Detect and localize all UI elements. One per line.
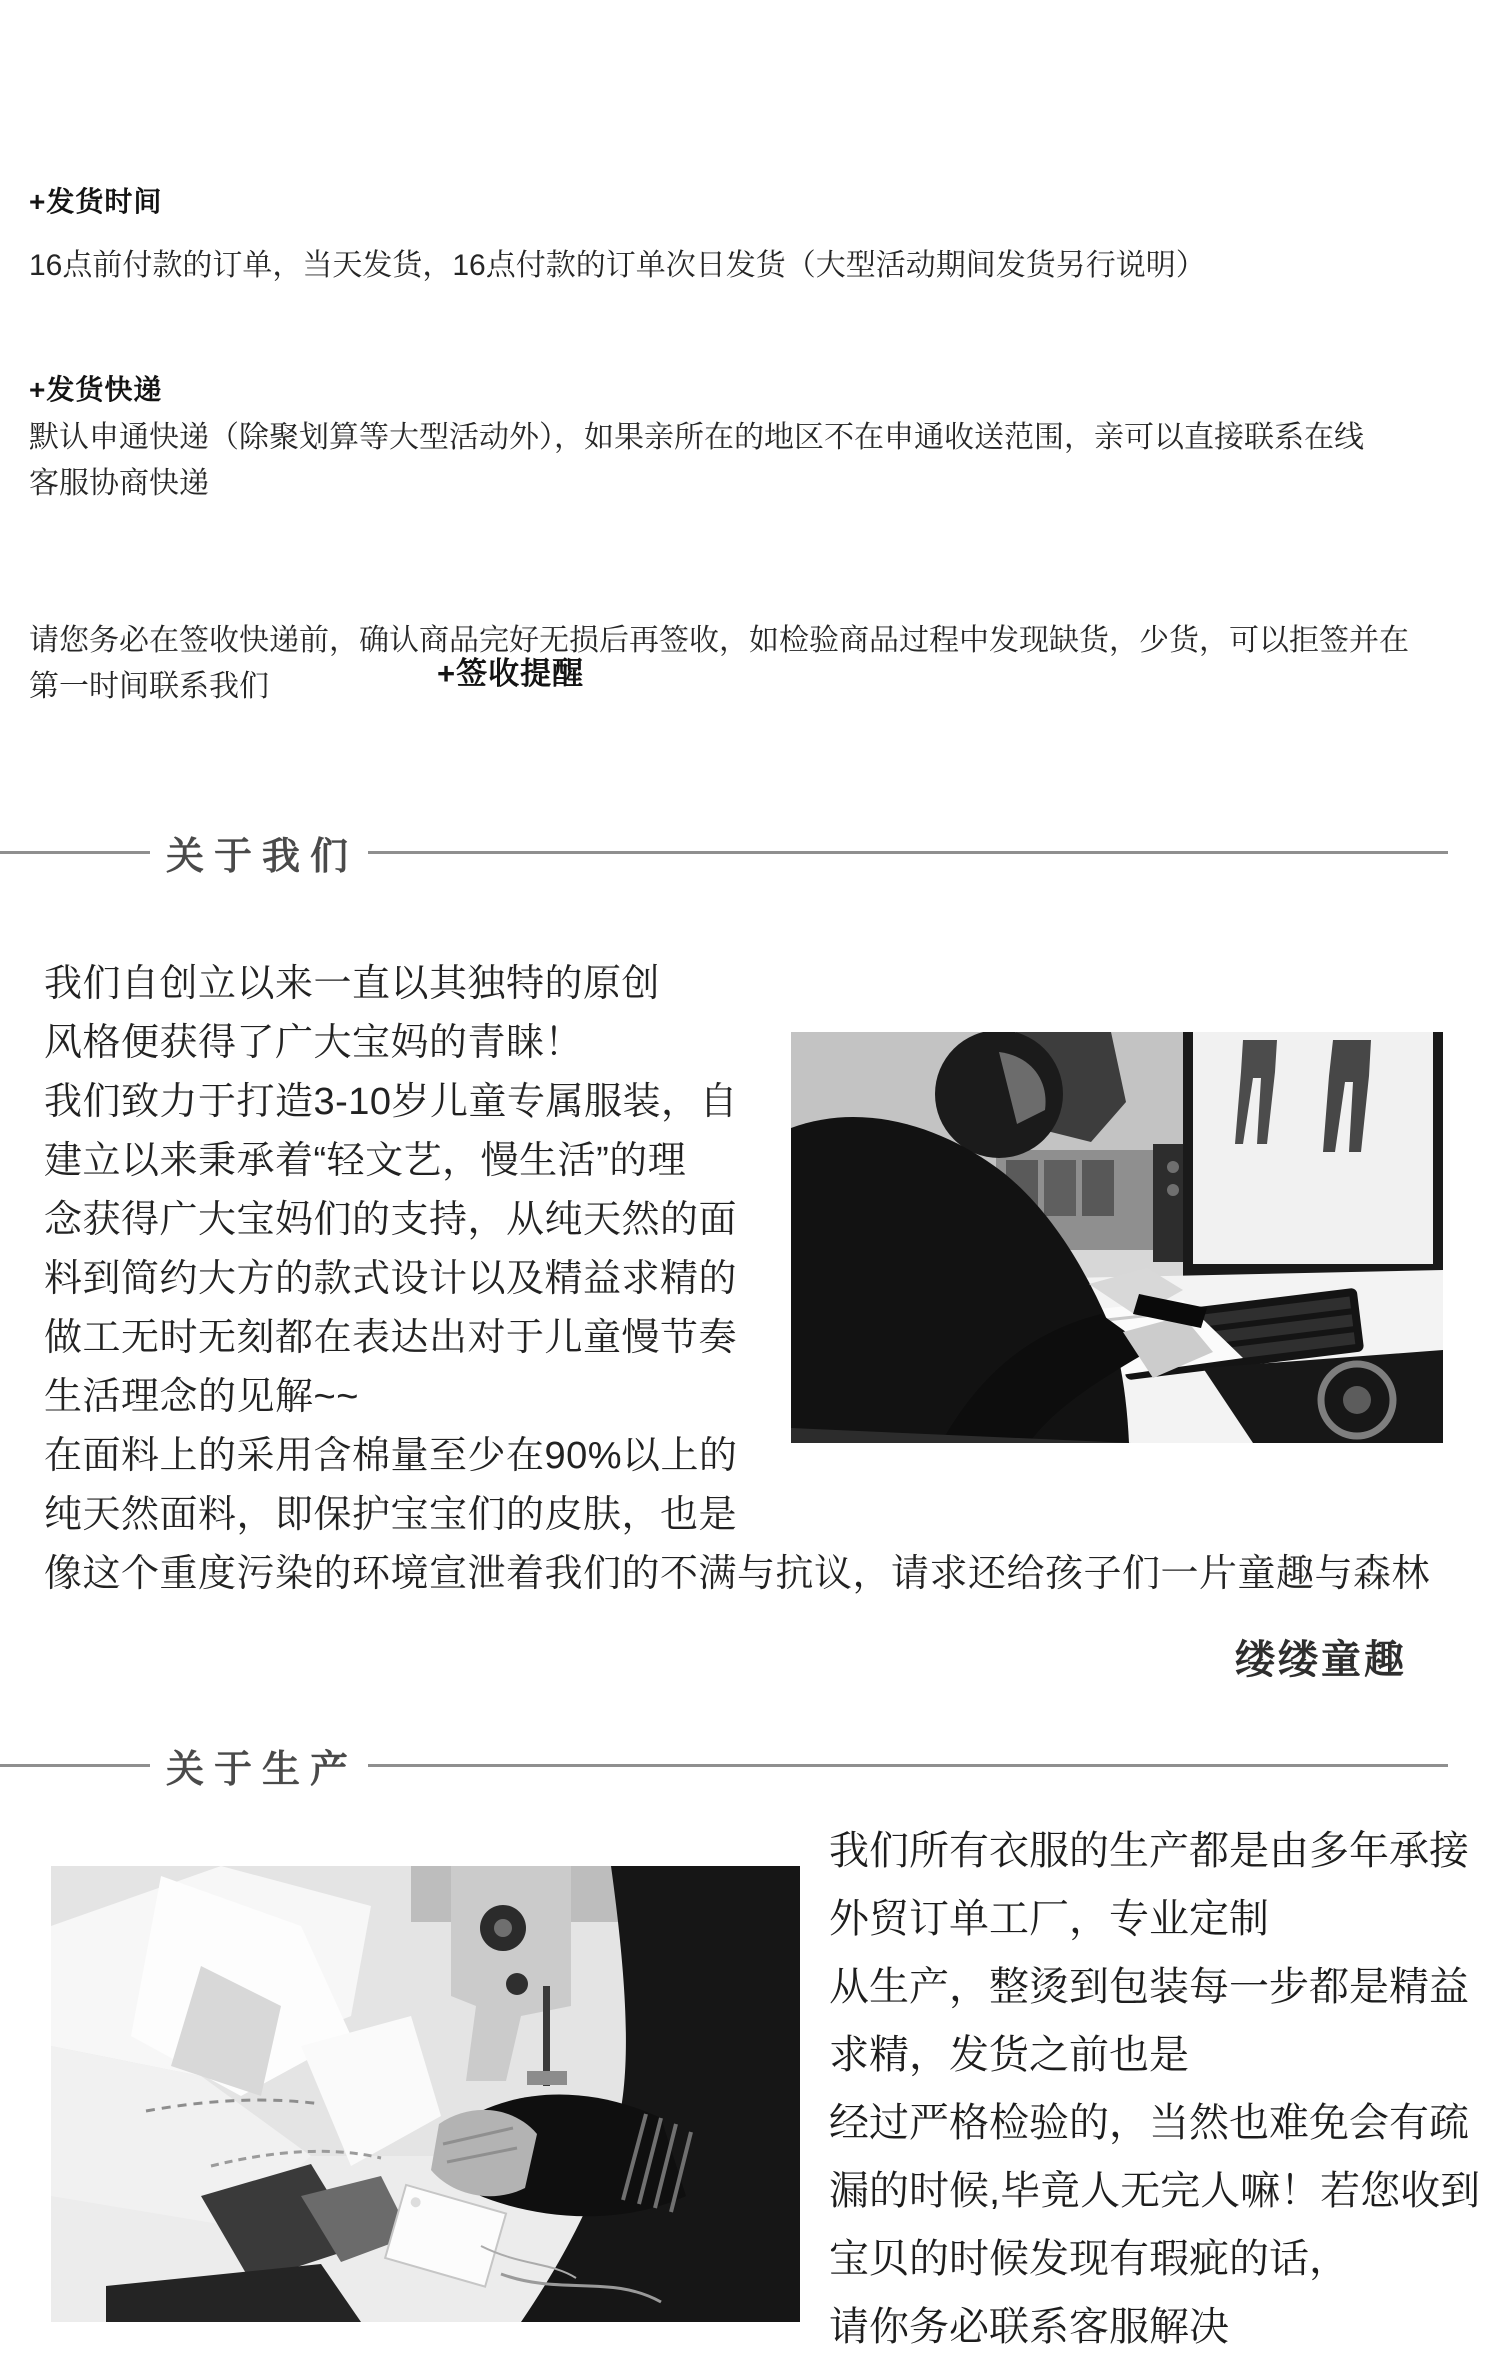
text-line: 我们致力于打造3-10岁儿童专属服装，自 bbox=[44, 1081, 739, 1123]
about-us-section-title: 关于我们 bbox=[166, 835, 359, 878]
text-line: 宝贝的时候发现有瑕疵的话， bbox=[829, 2237, 1349, 2281]
text-line: 从生产，整烫到包装每一步都是精益 bbox=[829, 1965, 1469, 2009]
divider-line bbox=[0, 1764, 150, 1767]
designer-at-desk-illustration bbox=[791, 1032, 1443, 1443]
text-line: 生活理念的见解~~ bbox=[44, 1376, 359, 1418]
text-line: 在面料上的采用含棉量至少在90%以上的 bbox=[44, 1435, 738, 1477]
sewing-machine-photo bbox=[51, 1866, 800, 2322]
shipping-time-text: 16点前付款的订单，当天发货，16点付款的订单次日发货（大型活动期间发货另行说明） bbox=[29, 249, 1206, 282]
text-line: 默认申通快递（除聚划算等大型活动外），如果亲所在的地区不在申通收送范围，亲可以直接联系在线 bbox=[29, 421, 1364, 454]
divider-line bbox=[368, 1764, 1448, 1767]
text-line: 风格便获得了广大宝妈的青睐！ bbox=[44, 1022, 584, 1064]
courier-text bbox=[29, 415, 1364, 507]
text-line: 建立以来秉承着“轻文艺，慢生活”的理 bbox=[44, 1140, 687, 1182]
text-line: 请您务必在签收快递前，确认商品完好无损后再签收，如检验商品过程中发现缺货，少货，可以拒签并在 bbox=[29, 624, 1409, 657]
about-us-paragraph bbox=[44, 955, 738, 1545]
courier-heading: +发货快递 bbox=[29, 374, 163, 405]
sewing-machine-illustration bbox=[51, 1866, 800, 2322]
shipping-time-heading: +发货时间 bbox=[29, 186, 163, 217]
text-line: 漏的时候,毕竟人无完人嘛！若您收到 bbox=[829, 2169, 1481, 2213]
text-line: 我们所有衣服的生产都是由多年承接 bbox=[829, 1829, 1469, 1873]
text-line: 外贸订单工厂，专业定制 bbox=[829, 1897, 1269, 1941]
text-line: 料到简约大方的款式设计以及精益求精的 bbox=[44, 1258, 738, 1300]
about-us-last-line: 像这个重度污染的环境宣泄着我们的不满与抗议，请求还给孩子们一片童趣与森林 bbox=[44, 1553, 1431, 1595]
sign-reminder-text bbox=[29, 618, 1409, 710]
about-us-section-header bbox=[0, 822, 1448, 882]
text-line: 做工无时无刻都在表达出对于儿童慢节奏 bbox=[44, 1317, 738, 1359]
sign-reminder-heading: +签收提醒 bbox=[437, 656, 585, 691]
production-section-title: 关于生产 bbox=[166, 1748, 359, 1791]
divider-line bbox=[0, 851, 150, 854]
text-line: 请你务必联系客服解决 bbox=[829, 2305, 1229, 2349]
text-line: 经过严格检验的，当然也难免会有疏 bbox=[829, 2101, 1469, 2145]
text-line: 纯天然面料，即保护宝宝们的皮肤，也是 bbox=[44, 1494, 738, 1536]
brand-name: 缕缕童趣 bbox=[1235, 1638, 1407, 1682]
text-line: 客服协商快递 bbox=[29, 467, 209, 500]
text-line: 求精，发货之前也是 bbox=[829, 2033, 1189, 2077]
production-section-header bbox=[0, 1735, 1448, 1795]
text-line: 我们自创立以来一直以其独特的原创 bbox=[44, 963, 661, 1005]
divider-line bbox=[368, 851, 1448, 854]
production-paragraph bbox=[829, 1817, 1480, 2361]
designer-at-desk-photo bbox=[791, 1032, 1443, 1443]
text-line: 念获得广大宝妈们的支持，从纯天然的面 bbox=[44, 1199, 738, 1241]
text-line: 第一时间联系我们 bbox=[29, 670, 269, 703]
